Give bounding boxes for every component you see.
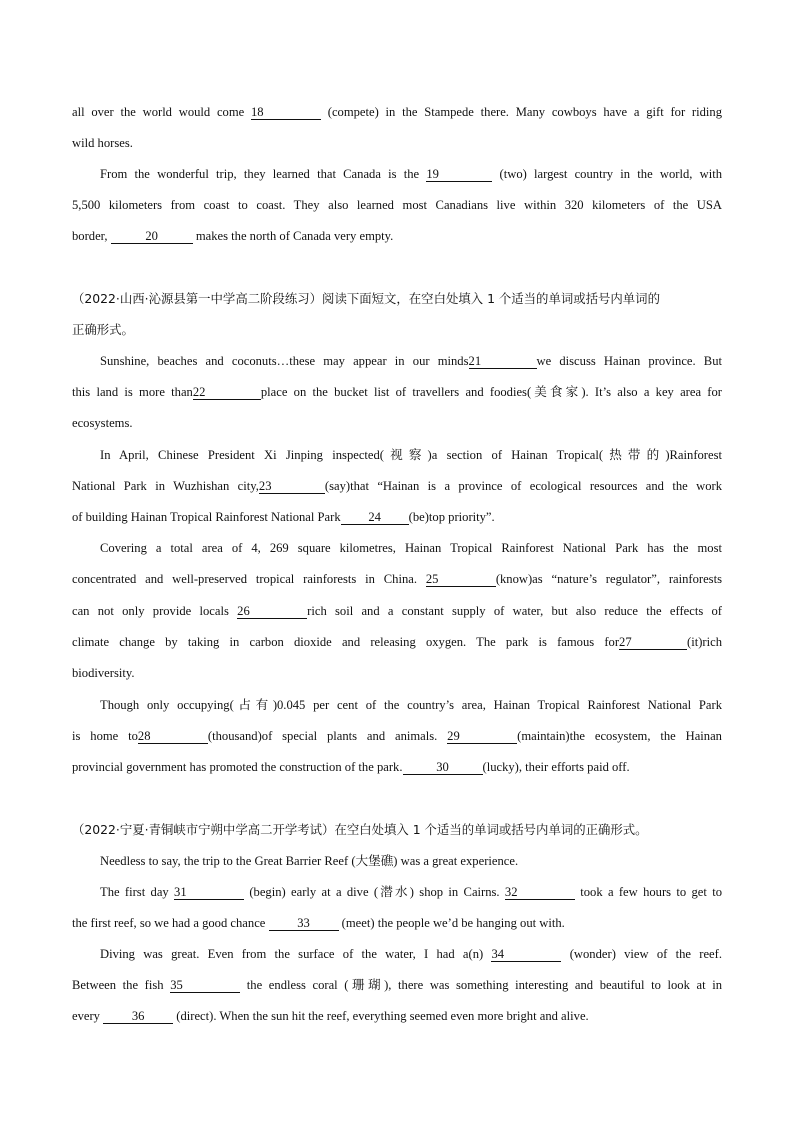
text-line: concentrated and well-preserved tropical rainforests in China. 25 (know)as “nature’s regulator”, rainforests <box>72 572 722 586</box>
answer-blank-18: 18 <box>251 105 321 120</box>
answer-blank-28: 28 <box>138 729 208 744</box>
section-heading: （2022·宁夏·青铜峡市宁朔中学高二开学考试）在空白处填入 1 个适当的单词或括号内单词的正确形式。 <box>72 822 648 837</box>
text-line: Though only occupying(占有)0.045 per cent of the country’s area, Hainan Tropical Rainforest National Park <box>100 698 722 712</box>
text-line: wild horses. <box>72 136 133 150</box>
answer-blank-27: 27 <box>619 635 687 650</box>
answer-blank-24: 24 <box>341 510 409 525</box>
answer-blank-33: 33 <box>269 916 339 931</box>
text-line: Diving was great. Even from the surface of the water, I had a(n) 34 (wonder) view of the reef. <box>100 947 722 961</box>
answer-blank-36: 36 <box>103 1009 173 1024</box>
answer-blank-30: 30 <box>403 760 483 775</box>
text-line: ecosystems. <box>72 416 133 430</box>
text-line: every 36 (direct). When the sun hit the reef, everything seemed even more bright and alive. <box>72 1009 589 1023</box>
section-heading: 正确形式。 <box>72 322 134 337</box>
answer-blank-35: 35 <box>170 978 240 993</box>
text-line: this land is more than22 place on the bucket list of travellers and foodies(美食家). It’s also a key area for <box>72 385 722 399</box>
answer-blank-21: 21 <box>469 354 537 369</box>
text-line: of building Hainan Tropical Rainforest National Park 24 (be)top priority”. <box>72 510 495 524</box>
answer-blank-20: 20 <box>111 229 193 244</box>
text-line: provincial government has promoted the construction of the park. 30 (lucky), their efforts paid off. <box>72 760 630 774</box>
answer-blank-34: 34 <box>491 947 561 962</box>
section-heading: （2022·山西·沁源县第一中学高二阶段练习）阅读下面短文，在空白处填入 1 个适当的单词或括号内单词的 <box>72 291 660 306</box>
answer-blank-23: 23 <box>259 479 325 494</box>
text-line: all over the world would come 18 (compete) in the Stampede there. Many cowboys have a gift for riding <box>72 105 722 119</box>
text-line: border, 20 makes the north of Canada very empty. <box>72 229 394 243</box>
text-line: In April, Chinese President Xi Jinping inspected(视察)a section of Hainan Tropical(热带的)Rainforest <box>100 448 722 462</box>
answer-blank-31: 31 <box>174 885 244 900</box>
answer-blank-29: 29 <box>447 729 517 744</box>
answer-blank-22: 22 <box>193 385 261 400</box>
text-line: biodiversity. <box>72 666 135 680</box>
text-line: is home to28 (thousand)of special plants and animals. 29 (maintain)the ecosystem, the Hainan <box>72 729 722 743</box>
text-line: can not only provide locals 26 rich soil and a constant supply of water, but also reduce the effects of <box>72 604 722 618</box>
text-line: Needless to say, the trip to the Great Barrier Reef (大堡礁) was a great experience. <box>100 854 519 868</box>
answer-blank-25: 25 <box>426 572 496 587</box>
text-line: the first reef, so we had a good chance 33 (meet) the people we’d be hanging out with. <box>72 916 565 930</box>
answer-blank-19: 19 <box>426 167 492 182</box>
answer-blank-32: 32 <box>505 885 575 900</box>
text-line: From the wonderful trip, they learned that Canada is the 19 (two) largest country in the world, with <box>100 167 722 181</box>
text-line: 5,500 kilometers from coast to coast. They also learned most Canadians live within 320 kilometers of the USA <box>72 198 722 212</box>
text-line: climate change by taking in carbon dioxide and releasing oxygen. The park is famous for27 (it)rich <box>72 635 722 649</box>
text-line: Sunshine, beaches and coconuts…these may appear in our minds21 we discuss Hainan province. But <box>100 354 722 368</box>
text-line: The first day 31 (begin) early at a dive (潜水) shop in Cairns. 32 took a few hours to get to <box>100 885 722 899</box>
text-line: Covering a total area of 4, 269 square kilometres, Hainan Tropical Rainforest National Park has the most <box>100 541 722 555</box>
answer-blank-26: 26 <box>237 604 307 619</box>
text-line: Between the fish 35 the endless coral (珊瑚), there was something interesting and beautiful to look at in <box>72 978 722 992</box>
text-line: National Park in Wuzhishan city,23 (say)that “Hainan is a province of ecological resources and the work <box>72 479 722 493</box>
